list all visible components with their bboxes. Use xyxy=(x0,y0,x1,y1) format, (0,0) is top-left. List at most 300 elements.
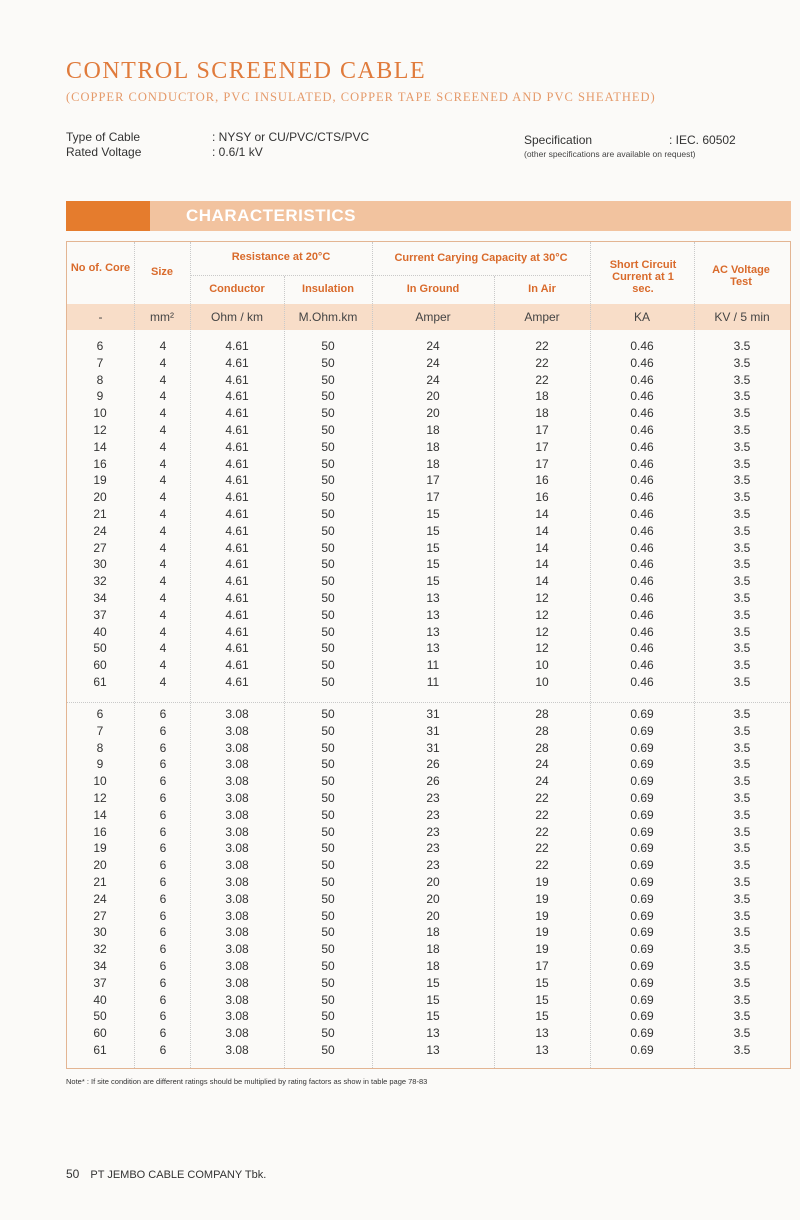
cell-ac-voltage: 3.5 xyxy=(733,540,751,555)
cell-insulation: 50 xyxy=(321,557,335,572)
cell-in-ground: 23 xyxy=(426,791,440,805)
cell-insulation: 50 xyxy=(321,975,335,990)
cell-in-air: 13 xyxy=(535,1043,549,1057)
cell-conductor: 4.61 xyxy=(225,624,249,639)
cell-short-circuit: 0.46 xyxy=(630,339,654,353)
cell-core: 16 xyxy=(93,456,107,471)
cell-ac-voltage: 3.5 xyxy=(733,908,751,923)
cell-core: 14 xyxy=(93,439,107,454)
cell-in-ground: 20 xyxy=(426,389,440,404)
cell-short-circuit: 0.69 xyxy=(630,707,654,721)
cell-size: 6 xyxy=(159,740,167,755)
cell-in-ground: 18 xyxy=(426,423,440,437)
cell-conductor: 3.08 xyxy=(225,707,249,721)
cell-in-air: 22 xyxy=(535,824,549,839)
cell-in-ground: 18 xyxy=(426,942,440,957)
cell-short-circuit: 0.69 xyxy=(630,875,654,889)
unit-core: - xyxy=(98,310,103,324)
cell-short-circuit: 0.69 xyxy=(630,723,654,738)
cell-in-ground: 31 xyxy=(426,723,440,738)
cell-size: 4 xyxy=(159,675,167,689)
cell-in-ground: 18 xyxy=(426,925,440,940)
cell-short-circuit: 0.69 xyxy=(630,942,654,957)
cell-ac-voltage: 3.5 xyxy=(733,439,751,454)
cell-short-circuit: 0.69 xyxy=(630,975,654,990)
cell-conductor: 3.08 xyxy=(225,1043,249,1057)
cell-core: 40 xyxy=(93,624,107,639)
cell-insulation: 50 xyxy=(321,740,335,755)
cell-in-air: 28 xyxy=(535,707,549,721)
cell-insulation: 50 xyxy=(321,908,335,923)
cell-size: 6 xyxy=(159,1043,167,1057)
cell-in-air: 22 xyxy=(535,791,549,805)
cell-insulation: 50 xyxy=(321,675,335,689)
cell-ac-voltage: 3.5 xyxy=(733,791,751,805)
cell-in-ground: 13 xyxy=(426,591,440,605)
cell-in-ground: 23 xyxy=(426,807,440,822)
cell-size: 4 xyxy=(159,406,167,421)
cell-in-air: 22 xyxy=(535,807,549,822)
unit-short-circuit: KA xyxy=(633,310,650,324)
cell-in-air: 14 xyxy=(535,540,549,555)
cell-in-air: 16 xyxy=(535,473,549,488)
cell-short-circuit: 0.46 xyxy=(630,372,654,387)
group-divider xyxy=(67,702,790,703)
cell-conductor: 4.61 xyxy=(225,439,249,454)
cell-in-ground: 15 xyxy=(426,992,440,1007)
cell-short-circuit: 0.69 xyxy=(630,774,654,789)
cell-in-air: 19 xyxy=(535,875,549,889)
unit-conductor: Ohm / km xyxy=(210,310,263,324)
cell-in-ground: 15 xyxy=(426,523,440,538)
cell-insulation: 50 xyxy=(321,875,335,889)
cell-ac-voltage: 3.5 xyxy=(733,372,751,387)
cell-ac-voltage: 3.5 xyxy=(733,841,751,856)
cell-in-ground: 24 xyxy=(426,355,440,370)
cell-size: 6 xyxy=(159,858,167,873)
cell-core: 9 xyxy=(96,389,104,404)
cell-short-circuit: 0.46 xyxy=(630,473,654,488)
cell-in-ground: 13 xyxy=(426,607,440,622)
cell-in-ground: 23 xyxy=(426,858,440,873)
cell-core: 32 xyxy=(93,574,107,589)
cell-short-circuit: 0.46 xyxy=(630,507,654,521)
cell-size: 4 xyxy=(159,658,167,673)
cell-conductor: 3.08 xyxy=(225,757,249,772)
type-of-cable-value: : NYSY or CU/PVC/CTS/PVC xyxy=(212,130,370,144)
cell-insulation: 50 xyxy=(321,507,335,521)
cell-in-air: 24 xyxy=(535,757,549,772)
cell-insulation: 50 xyxy=(321,658,335,673)
page-subtitle: (COPPER CONDUCTOR, PVC INSULATED, COPPER TAPE SCREENED AND PVC SHEATHED) xyxy=(66,90,656,104)
cell-size: 4 xyxy=(159,591,167,605)
cell-in-ground: 13 xyxy=(426,1026,440,1041)
section-title: CHARACTERISTICS xyxy=(186,206,356,225)
cell-conductor: 4.61 xyxy=(225,675,249,689)
cell-in-ground: 20 xyxy=(426,891,440,906)
cell-in-ground: 20 xyxy=(426,875,440,889)
cell-conductor: 3.08 xyxy=(225,942,249,957)
header-core: No of. Core xyxy=(70,262,131,274)
cell-in-ground: 31 xyxy=(426,740,440,755)
cell-size: 6 xyxy=(159,925,167,940)
cell-in-ground: 13 xyxy=(426,624,440,639)
cell-conductor: 3.08 xyxy=(225,875,249,889)
cell-size: 6 xyxy=(159,774,167,789)
cell-in-air: 28 xyxy=(535,723,549,738)
cell-short-circuit: 0.69 xyxy=(630,841,654,856)
cell-conductor: 3.08 xyxy=(225,841,249,856)
cell-in-air: 14 xyxy=(535,523,549,538)
cell-core: 60 xyxy=(93,658,107,673)
cell-conductor: 3.08 xyxy=(225,925,249,940)
cell-insulation: 50 xyxy=(321,473,335,488)
cell-short-circuit: 0.69 xyxy=(630,807,654,822)
cell-conductor: 4.61 xyxy=(225,355,249,370)
cell-conductor: 3.08 xyxy=(225,992,249,1007)
cell-in-ground: 17 xyxy=(426,490,440,505)
specification-label: Specification xyxy=(524,133,593,147)
cell-conductor: 4.61 xyxy=(225,423,249,437)
cell-in-ground: 23 xyxy=(426,841,440,856)
cell-conductor: 4.61 xyxy=(225,372,249,387)
cell-in-air: 22 xyxy=(535,372,549,387)
cell-conductor: 4.61 xyxy=(225,523,249,538)
cell-ac-voltage: 3.5 xyxy=(733,858,751,873)
cell-ac-voltage: 3.5 xyxy=(733,992,751,1007)
cell-in-air: 18 xyxy=(535,406,549,421)
cell-ac-voltage: 3.5 xyxy=(733,875,751,889)
cell-ac-voltage: 3.5 xyxy=(733,389,751,404)
cell-in-air: 10 xyxy=(535,675,549,689)
cell-size: 4 xyxy=(159,507,167,521)
cell-ac-voltage: 3.5 xyxy=(733,557,751,572)
cell-in-ground: 18 xyxy=(426,456,440,471)
cell-insulation: 50 xyxy=(321,540,335,555)
cell-short-circuit: 0.46 xyxy=(630,355,654,370)
cell-size: 4 xyxy=(159,557,167,572)
unit-size: mm² xyxy=(150,310,174,324)
cell-core: 19 xyxy=(93,473,107,488)
column-divider xyxy=(590,242,591,1068)
cell-conductor: 4.61 xyxy=(225,540,249,555)
cell-size: 6 xyxy=(159,992,167,1007)
cell-size: 4 xyxy=(159,574,167,589)
cell-ac-voltage: 3.5 xyxy=(733,757,751,772)
cell-insulation: 50 xyxy=(321,757,335,772)
cell-core: 6 xyxy=(96,707,104,721)
cell-in-ground: 23 xyxy=(426,824,440,839)
cell-ac-voltage: 3.5 xyxy=(733,507,751,521)
header-conductor: Conductor xyxy=(209,283,265,295)
cell-in-air: 12 xyxy=(535,624,549,639)
cell-size: 6 xyxy=(159,707,167,721)
cell-size: 6 xyxy=(159,791,167,805)
header-insulation: Insulation xyxy=(302,283,354,295)
cell-insulation: 50 xyxy=(321,339,335,353)
cell-ac-voltage: 3.5 xyxy=(733,339,751,353)
unit-in-ground: Amper xyxy=(415,310,451,324)
cell-short-circuit: 0.69 xyxy=(630,992,654,1007)
cell-insulation: 50 xyxy=(321,372,335,387)
cell-insulation: 50 xyxy=(321,1026,335,1041)
cell-core: 7 xyxy=(96,355,104,370)
cell-short-circuit: 0.69 xyxy=(630,1026,654,1041)
cell-short-circuit: 0.69 xyxy=(630,1009,654,1024)
cell-core: 32 xyxy=(93,942,107,957)
cell-in-ground: 11 xyxy=(426,658,440,673)
cell-short-circuit: 0.46 xyxy=(630,675,654,689)
cell-conductor: 3.08 xyxy=(225,1026,249,1041)
cell-insulation: 50 xyxy=(321,942,335,957)
cell-in-ground: 18 xyxy=(426,959,440,973)
page-footer xyxy=(66,1167,266,1181)
cell-core: 7 xyxy=(96,723,104,738)
cell-core: 34 xyxy=(93,959,107,973)
column-divider xyxy=(694,242,695,1068)
cell-in-air: 17 xyxy=(535,456,549,471)
cell-short-circuit: 0.46 xyxy=(630,389,654,404)
cell-conductor: 4.61 xyxy=(225,456,249,471)
cell-size: 6 xyxy=(159,1026,167,1041)
cell-insulation: 50 xyxy=(321,1009,335,1024)
cell-conductor: 3.08 xyxy=(225,824,249,839)
cell-in-air: 12 xyxy=(535,591,549,605)
page-number: 50 xyxy=(66,1167,80,1181)
cell-in-air: 14 xyxy=(535,557,549,572)
cell-insulation: 50 xyxy=(321,591,335,605)
cell-short-circuit: 0.46 xyxy=(630,439,654,454)
cell-conductor: 3.08 xyxy=(225,959,249,973)
cell-size: 4 xyxy=(159,540,167,555)
cell-in-ground: 15 xyxy=(426,1009,440,1024)
header-divider xyxy=(190,275,590,276)
cell-size: 4 xyxy=(159,372,167,387)
cell-short-circuit: 0.69 xyxy=(630,1043,654,1057)
cell-ac-voltage: 3.5 xyxy=(733,774,751,789)
cell-short-circuit: 0.46 xyxy=(630,423,654,437)
cell-core: 37 xyxy=(93,607,107,622)
cell-ac-voltage: 3.5 xyxy=(733,1009,751,1024)
cell-size: 4 xyxy=(159,389,167,404)
cell-insulation: 50 xyxy=(321,1043,335,1057)
cell-short-circuit: 0.46 xyxy=(630,406,654,421)
cell-insulation: 50 xyxy=(321,607,335,622)
specification-value: : IEC. 60502 xyxy=(669,133,736,147)
cell-core: 6 xyxy=(96,339,104,353)
cell-in-ground: 26 xyxy=(426,774,440,789)
cell-core: 30 xyxy=(93,557,107,572)
rated-voltage-value: : 0.6/1 kV xyxy=(212,145,263,159)
cell-in-ground: 15 xyxy=(426,540,440,555)
cell-in-ground: 13 xyxy=(426,1043,440,1057)
rated-voltage-label: Rated Voltage xyxy=(66,145,142,159)
cell-insulation: 50 xyxy=(321,824,335,839)
cell-size: 6 xyxy=(159,875,167,889)
cell-short-circuit: 0.46 xyxy=(630,540,654,555)
cell-core: 34 xyxy=(93,591,107,605)
cell-short-circuit: 0.69 xyxy=(630,740,654,755)
header-ac-voltage: AC Voltage Test xyxy=(712,264,770,288)
cell-insulation: 50 xyxy=(321,523,335,538)
cell-in-air: 14 xyxy=(535,507,549,521)
cell-in-air: 16 xyxy=(535,490,549,505)
header-resistance: Resistance at 20°C xyxy=(231,251,331,263)
cell-size: 6 xyxy=(159,824,167,839)
cell-in-ground: 13 xyxy=(426,641,440,656)
cell-core: 24 xyxy=(93,523,107,538)
cell-in-air: 17 xyxy=(535,959,549,973)
cell-core: 10 xyxy=(93,774,107,789)
cell-size: 4 xyxy=(159,473,167,488)
cell-in-ground: 15 xyxy=(426,507,440,521)
cell-ac-voltage: 3.5 xyxy=(733,355,751,370)
cell-ac-voltage: 3.5 xyxy=(733,641,751,656)
cell-in-ground: 15 xyxy=(426,557,440,572)
cell-ac-voltage: 3.5 xyxy=(733,1043,751,1057)
cell-size: 4 xyxy=(159,456,167,471)
cell-size: 6 xyxy=(159,942,167,957)
cell-size: 6 xyxy=(159,891,167,906)
cell-insulation: 50 xyxy=(321,439,335,454)
page-title: CONTROL SCREENED CABLE xyxy=(66,58,427,84)
cell-size: 4 xyxy=(159,607,167,622)
cell-ac-voltage: 3.5 xyxy=(733,406,751,421)
cell-ac-voltage: 3.5 xyxy=(733,456,751,471)
cell-core: 21 xyxy=(93,507,107,521)
cell-conductor: 4.61 xyxy=(225,658,249,673)
cell-core: 60 xyxy=(93,1026,107,1041)
cell-insulation: 50 xyxy=(321,406,335,421)
cell-in-air: 19 xyxy=(535,925,549,940)
cell-size: 6 xyxy=(159,757,167,772)
cell-core: 27 xyxy=(93,908,107,923)
cell-core: 30 xyxy=(93,925,107,940)
cell-in-ground: 18 xyxy=(426,439,440,454)
cell-size: 4 xyxy=(159,339,167,353)
cell-in-ground: 20 xyxy=(426,406,440,421)
cell-size: 6 xyxy=(159,959,167,973)
header-size: Size xyxy=(150,266,173,278)
cell-ac-voltage: 3.5 xyxy=(733,473,751,488)
type-of-cable-label: Type of Cable xyxy=(66,130,141,144)
cell-in-ground: 11 xyxy=(426,675,440,689)
cell-insulation: 50 xyxy=(321,992,335,1007)
cell-ac-voltage: 3.5 xyxy=(733,1026,751,1041)
footnote: Note* : If site condition are different ratings should be multiplied by rating factors as show in table page 78-83 xyxy=(66,1077,428,1086)
cell-ac-voltage: 3.5 xyxy=(733,423,751,437)
cell-in-air: 12 xyxy=(535,607,549,622)
cell-ac-voltage: 3.5 xyxy=(733,975,751,990)
cell-in-air: 15 xyxy=(535,1009,549,1024)
cell-in-air: 22 xyxy=(535,339,549,353)
cell-insulation: 50 xyxy=(321,891,335,906)
column-divider xyxy=(284,276,285,1068)
cell-insulation: 50 xyxy=(321,389,335,404)
cell-conductor: 3.08 xyxy=(225,774,249,789)
column-divider xyxy=(372,242,373,1068)
cell-ac-voltage: 3.5 xyxy=(733,925,751,940)
cell-insulation: 50 xyxy=(321,925,335,940)
cell-ac-voltage: 3.5 xyxy=(733,723,751,738)
cell-short-circuit: 0.69 xyxy=(630,791,654,805)
cell-short-circuit: 0.69 xyxy=(630,757,654,772)
header-capacity: Current Carying Capacity at 30°C xyxy=(394,252,568,264)
cell-short-circuit: 0.69 xyxy=(630,858,654,873)
cell-conductor: 3.08 xyxy=(225,891,249,906)
cell-in-air: 17 xyxy=(535,423,549,437)
cell-in-air: 22 xyxy=(535,858,549,873)
cell-in-ground: 17 xyxy=(426,473,440,488)
cell-core: 61 xyxy=(93,1043,107,1057)
cell-size: 4 xyxy=(159,423,167,437)
header-in-air: In Air xyxy=(528,283,556,295)
cell-conductor: 4.61 xyxy=(225,490,249,505)
cell-core: 50 xyxy=(93,641,107,656)
cell-short-circuit: 0.69 xyxy=(630,959,654,973)
cell-conductor: 3.08 xyxy=(225,791,249,805)
cell-in-ground: 26 xyxy=(426,757,440,772)
cell-core: 61 xyxy=(93,675,107,689)
cell-short-circuit: 0.69 xyxy=(630,908,654,923)
cell-insulation: 50 xyxy=(321,723,335,738)
cell-size: 6 xyxy=(159,908,167,923)
cell-core: 8 xyxy=(96,372,104,387)
company-name: PT JEMBO CABLE COMPANY Tbk. xyxy=(90,1169,267,1181)
cell-in-air: 28 xyxy=(535,740,549,755)
cell-core: 9 xyxy=(96,757,104,772)
header-in-ground: In Ground xyxy=(406,283,460,295)
cell-conductor: 4.61 xyxy=(225,473,249,488)
cell-ac-voltage: 3.5 xyxy=(733,740,751,755)
cell-conductor: 4.61 xyxy=(225,574,249,589)
cell-short-circuit: 0.69 xyxy=(630,824,654,839)
cell-short-circuit: 0.46 xyxy=(630,607,654,622)
cell-conductor: 3.08 xyxy=(225,858,249,873)
cell-conductor: 4.61 xyxy=(225,389,249,404)
cell-in-air: 12 xyxy=(535,641,549,656)
cell-size: 6 xyxy=(159,975,167,990)
cell-in-air: 19 xyxy=(535,891,549,906)
cell-in-air: 17 xyxy=(535,439,549,454)
cell-ac-voltage: 3.5 xyxy=(733,942,751,957)
cell-conductor: 4.61 xyxy=(225,607,249,622)
cell-in-ground: 31 xyxy=(426,707,440,721)
cell-in-air: 18 xyxy=(535,389,549,404)
cell-short-circuit: 0.69 xyxy=(630,891,654,906)
cell-in-air: 22 xyxy=(535,355,549,370)
cell-conductor: 3.08 xyxy=(225,723,249,738)
cell-in-air: 10 xyxy=(535,658,549,673)
cell-conductor: 4.61 xyxy=(225,406,249,421)
cell-short-circuit: 0.69 xyxy=(630,925,654,940)
cell-in-air: 15 xyxy=(535,992,549,1007)
cell-core: 20 xyxy=(93,858,107,873)
cell-in-ground: 20 xyxy=(426,908,440,923)
cell-short-circuit: 0.46 xyxy=(630,591,654,605)
cell-core: 10 xyxy=(93,406,107,421)
cell-size: 4 xyxy=(159,624,167,639)
cell-conductor: 4.61 xyxy=(225,557,249,572)
unit-insulation: M.Ohm.km xyxy=(298,310,358,324)
unit-in-air: Amper xyxy=(524,310,560,324)
cell-in-ground: 15 xyxy=(426,574,440,589)
cell-conductor: 3.08 xyxy=(225,975,249,990)
cell-ac-voltage: 3.5 xyxy=(733,807,751,822)
cell-short-circuit: 0.46 xyxy=(630,641,654,656)
cell-insulation: 50 xyxy=(321,456,335,471)
header-short-circuit: Short Circuit Current at 1 sec. xyxy=(609,259,677,295)
